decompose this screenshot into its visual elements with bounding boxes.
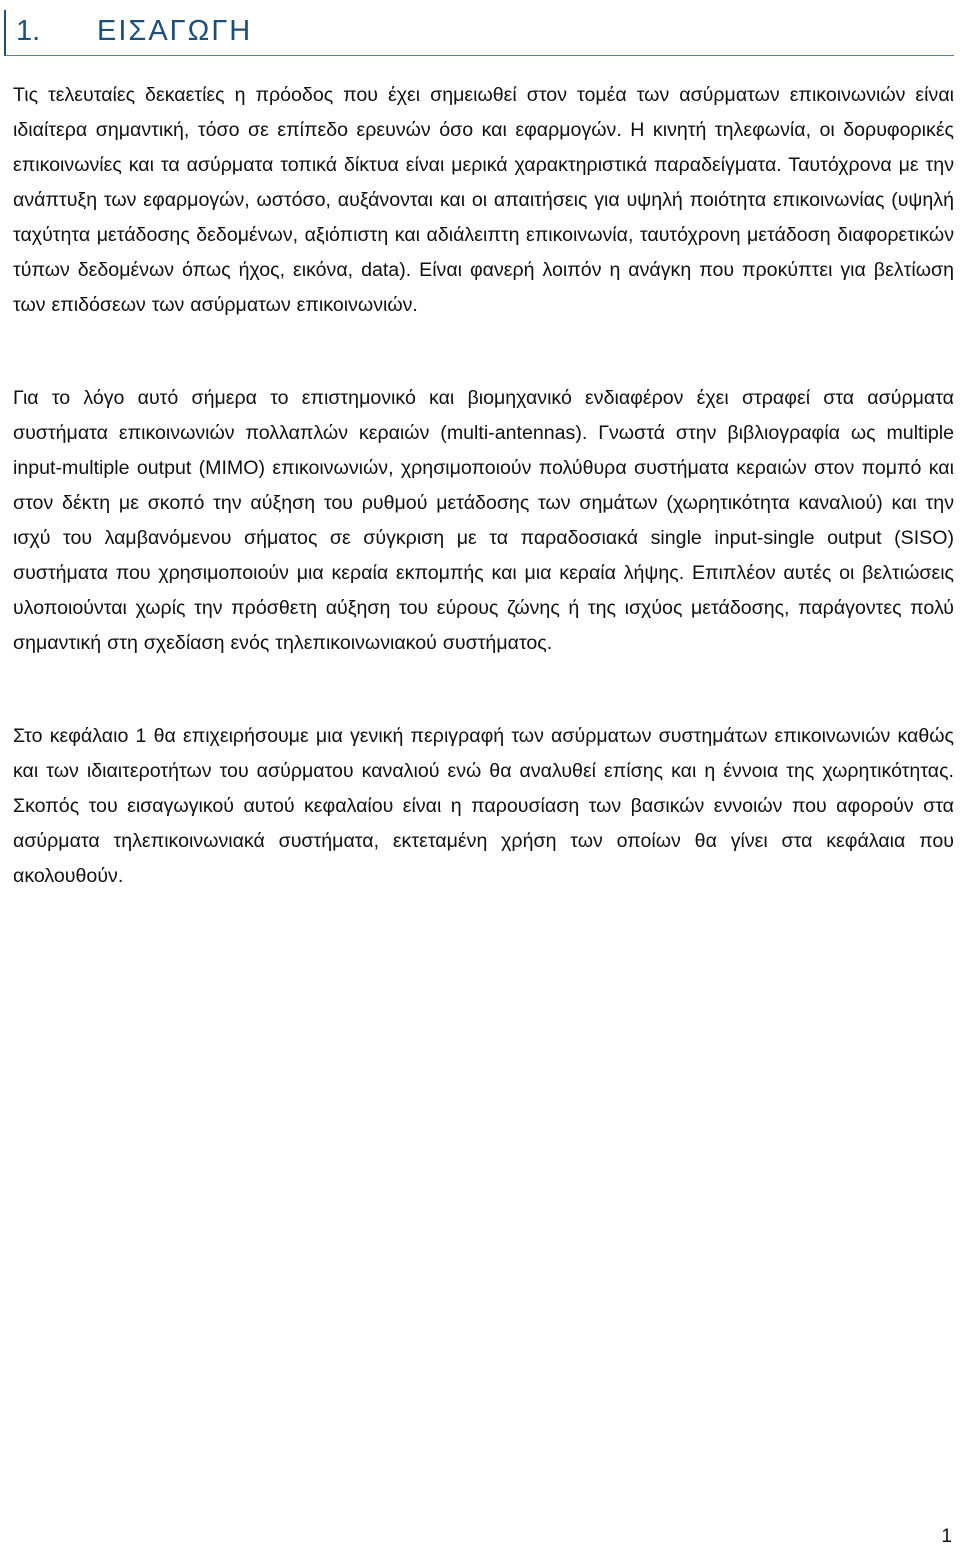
paragraph-mimo: Για το λόγο αυτό σήμερα το επιστημονικό και βιομηχανικό ενδιαφέρον έχει στραφεί στα ασύρματα συστήματα επικοινωνιών πολλαπλών κεραιών (multi-antennas). Γνωστά στην βιβλιογραφία ως multiple input-multiple output (MIMO) επικοινωνιών, χρησιμοποιούν πολύθυρα συστήματα κεραιών στον πομπό και στον δέκτη με σκοπό την αύξηση του ρυθμού μετάδοσης των σημάτων (χωρητικότητα καναλιού) και την ισχύ του λαμβανόμενου σήματος σε σύγκριση με τα παραδοσιακά single input-single output (SISO) συστήματα που χρησιμοποιούν μια κεραία εκπομπής και μια κεραία λήψης. Επιπλέον αυτές οι βελτιώσεις υλοποιούνται χωρίς την πρόσθετη αύξηση του εύρους ζώνης ή της ισχύος μετάδοσης, παράγοντες πολύ σημαντική στη σχεδίαση ενός τηλεπικοινωνιακού συστήματος.: [13, 387, 954, 654]
chapter-number: 1.: [16, 15, 41, 47]
paragraph-intro: Τις τελευταίες δεκαετίες η πρόοδος που έχει σημειωθεί στον τομέα των ασύρματων επικοινωνιών είναι ιδιαίτερα σημαντική, τόσο σε επίπεδο ερευνών όσο και εφαρμογών. Η κινητή τηλεφωνία, οι δορυφορικές επικοινωνίες και τα ασύρματα τοπικά δίκτυα είναι μερικά χαρακτηριστικά παραδείγματα. Ταυτόχρονα με την ανάπτυξη των εφαρμογών, ωστόσο, αυξάνονται και οι απαιτήσεις για υψηλή ποιότητα επικοινωνίας (υψηλή ταχύτητα μετάδοσης δεδομένων, αξιόπιστη και αδιάλειπτη επικοινωνία, ταυτόχρονη μετάδοση διαφορετικών τύπων δεδομένων όπως ήχος, εικόνα, data). Είναι φανερή λοιπόν η ανάγκη που προκύπτει για βελτίωση των επιδόσεων των ασύρματων επικοινωνιών.: [13, 84, 954, 316]
page-number: 1: [941, 1526, 952, 1547]
chapter-heading: [4, 10, 954, 56]
chapter-title: ΕΙΣΑΓΩΓΗ: [97, 15, 253, 47]
paragraph-chapter-outline: Στο κεφάλαιο 1 θα επιχειρήσουμε μια γενική περιγραφή των ασύρματων συστημάτων επικοινωνιών καθώς και των ιδιαιτεροτήτων του ασύρματου καναλιού ενώ θα αναλυθεί επίσης και η έννοια της χωρητικότητας. Σκοπός του εισαγωγικού αυτού κεφαλαίου είναι η παρουσίαση των βασικών εννοιών που αφορούν στα ασύρματα τηλεπικοινωνιακά συστήματα, εκτεταμένη χρήση των οποίων θα γίνει στα κεφάλαια που ακολουθούν.: [13, 725, 954, 887]
